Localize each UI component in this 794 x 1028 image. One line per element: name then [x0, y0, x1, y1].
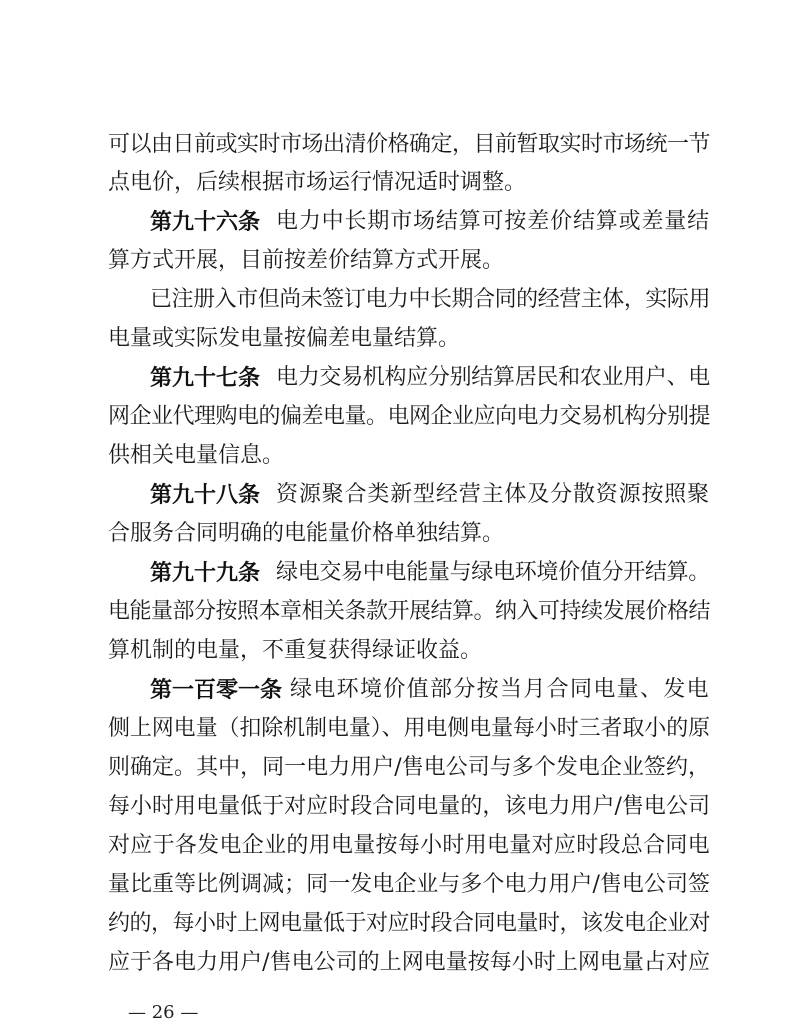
line-text: 算机制的电量，不重复获得绿证收益。 [108, 638, 483, 663]
line-text: 电力交易机构应分别结算居民和农业用户、电 [276, 365, 710, 390]
line-text: 电量或实际发电量按偏差电量结算。 [108, 326, 461, 351]
line-text: 电力中长期市场结算可按差价结算或差量结 [276, 209, 710, 234]
text-line [0, 749, 794, 787]
line-text: 可以由日前或实时市场出清价格确定，目前暂取实时市场统一节 [108, 132, 710, 157]
text-line [0, 710, 794, 748]
line-text: 约的，每小时上网电量低于对应时段合同电量时，该发电企业对 [108, 911, 710, 936]
article-line [0, 359, 794, 397]
text-line [0, 281, 794, 319]
text-line [0, 944, 794, 982]
line-text: 每小时用电量低于对应时段合同电量的，该电力用户/售电公司 [108, 794, 710, 819]
line-text: 绿电环境价值部分按当月合同电量、发电 [290, 677, 710, 702]
line-text: 已注册入市但尚未签订电力中长期合同的经营主体，实际用 [150, 287, 710, 312]
line-text: 绿电交易中电能量与绿电环境价值分开结算。 [276, 560, 710, 585]
article-line [0, 476, 794, 514]
line-text: 对应于各发电企业的用电量按每小时用电量对应时段总合同电 [108, 833, 710, 858]
line-text: 电能量部分按照本章相关条款开展结算。纳入可持续发展价格结 [108, 599, 710, 624]
line-text: 算方式开展，目前按差价结算方式开展。 [108, 248, 505, 273]
article-line [0, 671, 794, 709]
line-text: 量比重等比例调减；同一发电企业与多个电力用户/售电公司签 [108, 872, 710, 897]
text-line [0, 632, 794, 670]
line-text: 网企业代理购电的偏差电量。电网企业应向电力交易机构分别提 [108, 404, 710, 429]
line-text: 点电价，后续根据市场运行情况适时调整。 [108, 170, 527, 195]
article-number: 第九十九条 [150, 560, 261, 586]
article-number: 第九十七条 [150, 365, 261, 391]
article-line [0, 203, 794, 241]
line-text: 合服务合同明确的电能量价格单独结算。 [108, 521, 505, 546]
article-number: 第一百零一条 [150, 677, 283, 703]
text-line [0, 905, 794, 943]
text-line [0, 788, 794, 826]
article-number: 第九十八条 [150, 482, 261, 508]
line-text: 供相关电量信息。 [108, 443, 285, 468]
text-line [0, 164, 794, 202]
text-line [0, 126, 794, 164]
text-line [0, 398, 794, 436]
text-line [0, 866, 794, 904]
page-number: — 26 — [128, 1002, 199, 1023]
line-text: 资源聚合类新型经营主体及分散资源按照聚 [276, 482, 710, 507]
text-line [0, 593, 794, 631]
line-text: 应于各电力用户/售电公司的上网电量按每小时上网电量占对应 [108, 950, 710, 975]
text-line [0, 242, 794, 280]
text-line [0, 827, 794, 865]
line-text: 则确定。其中，同一电力用户/售电公司与多个发电企业签约， [108, 755, 710, 780]
article-number: 第九十六条 [150, 209, 261, 235]
line-text: 侧上网电量（扣除机制电量）、用电侧电量每小时三者取小的原 [108, 716, 710, 741]
text-line [0, 437, 794, 475]
text-line [0, 515, 794, 553]
article-line [0, 554, 794, 592]
text-line [0, 320, 794, 358]
